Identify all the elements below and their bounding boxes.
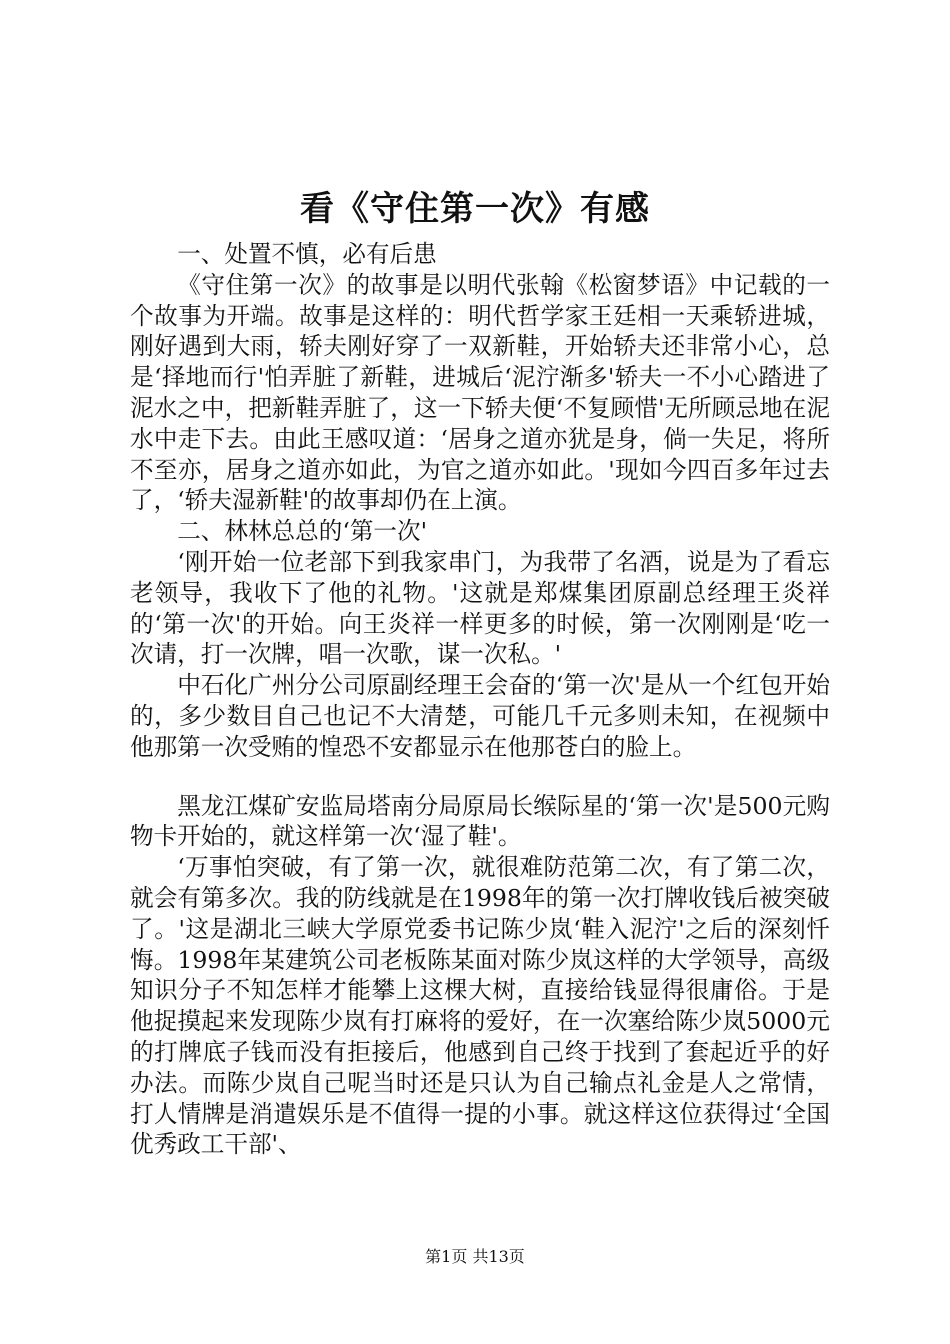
paragraph-gou-jixing: 黑龙江煤矿安监局塔南分局原局长缑际星的‘第一次'是500元购物卡开始的，就这样第一次‘湿了鞋'。: [130, 791, 830, 851]
paragraph-spacer: [130, 763, 830, 791]
paragraph-chen-shaolan: ‘万事怕突破，有了第一次，就很难防范第二次，有了第二次，就会有第多次。我的防线就是在1998年的第一次打牌收钱后被突破了。'这是湖北三峡大学原党委书记陈少岚‘鞋入泥泞'之后的深刻忏悔。1998年某建筑公司老板陈某面对陈少岚这样的大学领导，高级知识分子不知怎样才能攀上这棵大树，直接给钱显得很庸俗。于是他捉摸起来发现陈少岚有打麻将的爱好，在一次塞给陈少岚5000元的打牌底子钱而没有拒接后，他感到自己终于找到了套起近乎的好办法。而陈少岚自己呢当时还是只认为自己输点礼金是人之常情，打人情牌是消遣娱乐是不值得一提的小事。就这样这位获得过‘全国优秀政工干部'、: [130, 853, 830, 1159]
document-body: [130, 239, 830, 1160]
document-title: 看《守住第一次》有感: [300, 189, 650, 229]
section-heading-1: 一、处置不慎，必有后患: [177, 240, 437, 268]
paragraph-wang-yanxiang: ‘刚开始一位老部下到我家串门，为我带了名酒，说是为了看忘老领导，我收下了他的礼物。'这就是郑煤集团原副总经理王炎祥的‘第一次'的开始。向王炎祥一样更多的时候，第一次刚刚是‘吃一次请，打一次牌，唱一次歌，谋一次私。': [130, 547, 830, 669]
paragraph-story-intro: 《守住第一次》的故事是以明代张翰《松窗梦语》中记载的一个故事为开端。故事是这样的：明代哲学家王廷相一天乘轿进城，刚好遇到大雨，轿夫刚好穿了一双新鞋，开始轿夫还非常小心，总是‘择地而行'怕弄脏了新鞋，进城后‘泥泞渐多'轿夫一不小心踏进了泥水之中，把新鞋弄脏了，这一下轿夫便‘不复顾惜'无所顾忌地在泥水中走下去。由此王感叹道：‘居身之道亦犹是身，倘一失足，将所不至亦，居身之道亦如此，为官之道亦如此。'现如今四百多年过去了，‘轿夫湿新鞋'的故事却仍在上演。: [130, 270, 830, 515]
section-heading-2: 二、林林总总的‘第一次': [177, 517, 428, 546]
page-footer: 第1页 共13页: [425, 1247, 525, 1266]
paragraph-wang-huifen: 中石化广州分公司原副经理王会奋的‘第一次'是从一个红包开始的，多少数目自己也记不大清楚，可能几千元多则未知，在视频中他那第一次受贿的惶恐不安都显示在他那苍白的脸上。: [130, 671, 830, 761]
